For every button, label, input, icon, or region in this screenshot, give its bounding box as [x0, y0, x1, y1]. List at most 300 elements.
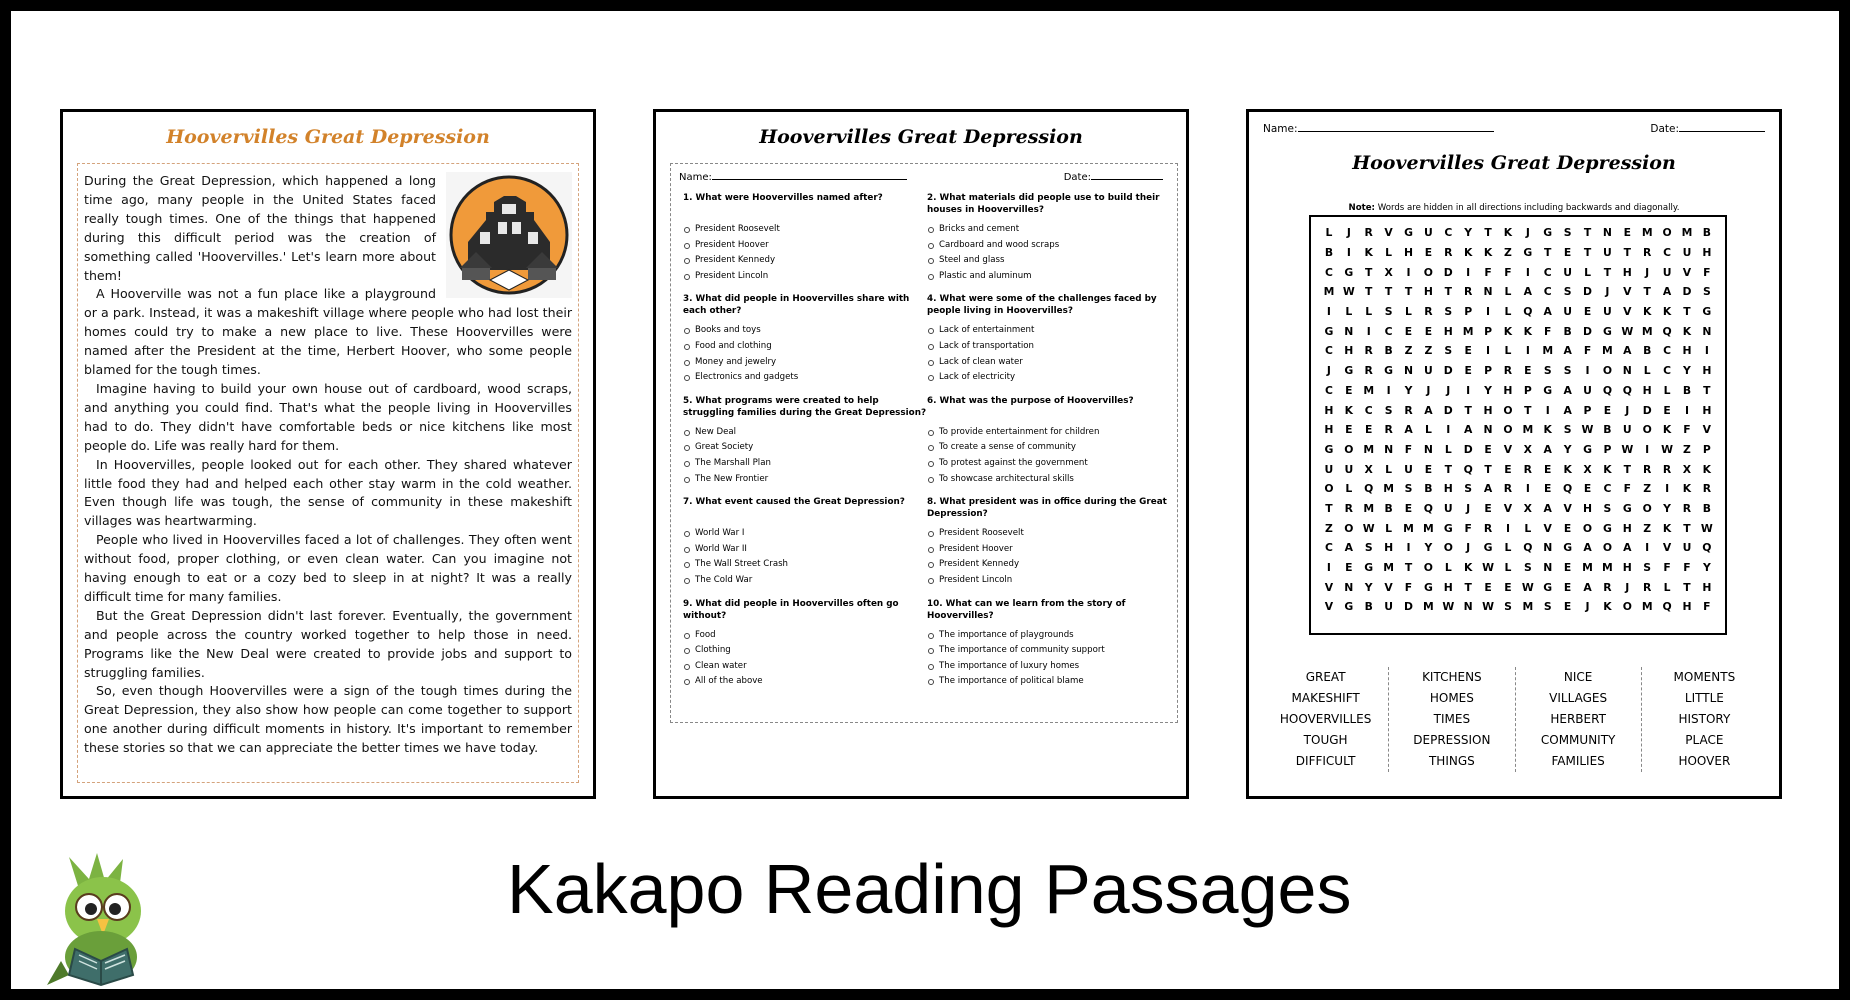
- grid-letter: T: [1384, 285, 1393, 299]
- date-label: Date:: [1650, 123, 1679, 135]
- passage-paragraph: In Hoovervilles, people looked out for each other. They shared whatever little food they had and helped each other stay warm in the cold weather. Even though life was tough, the sense of community in these makeshift villages was heartwarming.: [84, 456, 572, 529]
- grid-row: [1311, 262, 1725, 282]
- passage-paragraph: Imagine having to build your own house out of cardboard, wood scraps, and anything you could find. That's what the people living in Hoovervilles had to do. They didn't have comfortable beds or nice kitchens like most people do. Life was really hard for them.: [84, 380, 572, 453]
- grid-letter: T: [1404, 285, 1413, 299]
- grid-letter: O: [1503, 403, 1513, 417]
- grid-letter: V: [1623, 305, 1632, 319]
- grid-letter: N: [1622, 364, 1632, 378]
- grid-letter: T: [1365, 265, 1373, 279]
- grid-row: [1311, 577, 1725, 597]
- grid-letter: D: [1642, 403, 1652, 417]
- grid-letter: G: [1583, 442, 1592, 456]
- questions-page: [653, 109, 1189, 799]
- grid-letter: M: [1423, 521, 1434, 535]
- grid-letter: R: [1643, 462, 1652, 476]
- word-list-item: TIMES: [1433, 712, 1471, 726]
- grid-letter: Q: [1423, 501, 1433, 515]
- grid-letter: D: [1682, 285, 1692, 299]
- grid-letter: F: [1504, 265, 1512, 279]
- grid-letter: V: [1324, 600, 1334, 614]
- answer-options: [683, 222, 927, 284]
- grid-letter: J: [1625, 580, 1630, 594]
- answer-option[interactable]: Bricks and cement: [927, 222, 1171, 238]
- grid-letter: A: [1543, 305, 1552, 319]
- grid-letter: I: [1486, 344, 1491, 358]
- grid-letter: R: [1643, 246, 1652, 260]
- grid-letter: I: [1645, 442, 1650, 456]
- word-list-column: [1516, 667, 1642, 772]
- answer-option[interactable]: President Roosevelt: [927, 526, 1171, 542]
- grid-letter: R: [1344, 501, 1353, 515]
- answer-option[interactable]: Books and toys: [683, 323, 927, 339]
- grid-letter: G: [1602, 324, 1612, 338]
- grid-letter: H: [1582, 501, 1593, 515]
- grid-letter: O: [1503, 423, 1513, 437]
- grid-letter: H: [1702, 403, 1712, 417]
- answer-option[interactable]: Steel and glass: [927, 253, 1171, 269]
- grid-letter: K: [1503, 324, 1513, 338]
- grid-letter: E: [1345, 423, 1353, 437]
- grid-letter: W: [1442, 600, 1455, 614]
- grid-letter: T: [1703, 383, 1711, 397]
- grid-letter: V: [1662, 541, 1672, 555]
- grid-letter: S: [1563, 226, 1572, 240]
- grid-row: [1311, 282, 1725, 302]
- grid-letter: M: [1582, 561, 1593, 575]
- grid-letter: I: [1505, 521, 1510, 535]
- grid-letter: P: [1523, 383, 1532, 397]
- answer-option[interactable]: New Deal: [683, 425, 927, 441]
- grid-letter: R: [1603, 580, 1612, 594]
- questions-left-column: [683, 192, 927, 699]
- grid-letter: E: [1484, 501, 1492, 515]
- grid-letter: E: [1404, 501, 1413, 515]
- grid-letter: Q: [1364, 482, 1374, 496]
- answer-option[interactable]: To protest against the government: [927, 456, 1171, 472]
- grid-letter: U: [1682, 246, 1692, 260]
- grid-letter: L: [1444, 442, 1452, 456]
- word-list: [1263, 667, 1767, 772]
- grid-letter: A: [1404, 423, 1413, 437]
- grid-letter: T: [1365, 285, 1373, 299]
- grid-letter: V: [1702, 423, 1712, 437]
- grid-letter: T: [1544, 246, 1552, 260]
- passage-paragraph: A Hooverville was not a fun place like a playground or a park. Instead, it was a makeshift village where people who had lost their homes could try to make a new place to live. These Hoovervilles were named after the President at the time, Herbert Hoover, who some people blamed for the tough times.: [84, 286, 572, 378]
- grid-letter: R: [1483, 521, 1493, 535]
- grid-letter: N: [1344, 580, 1354, 594]
- grid-letter: K: [1603, 462, 1612, 476]
- grid-letter: N: [1702, 324, 1712, 338]
- answer-options: [683, 425, 927, 487]
- grid-row: [1311, 400, 1725, 420]
- grid-letter: A: [1623, 541, 1632, 555]
- answer-option[interactable]: Clean water: [683, 659, 927, 675]
- date-label: Date:: [1063, 172, 1091, 183]
- grid-letter: G: [1364, 561, 1374, 575]
- grid-letter: D: [1583, 324, 1592, 338]
- answer-option[interactable]: Plastic and aluminum: [927, 269, 1171, 285]
- grid-letter: R: [1643, 580, 1652, 594]
- grid-letter: U: [1563, 305, 1573, 319]
- grid-letter: S: [1523, 561, 1532, 575]
- grid-letter: L: [1385, 246, 1393, 260]
- grid-row: [1311, 558, 1725, 578]
- grid-letter: M: [1462, 324, 1474, 338]
- grid-letter: E: [1663, 403, 1671, 417]
- grid-letter: T: [1325, 501, 1333, 515]
- grid-letter: Q: [1463, 462, 1473, 476]
- passage-text: [84, 172, 572, 758]
- grid-letter: R: [1404, 403, 1413, 417]
- answer-option[interactable]: President Roosevelt: [683, 222, 927, 238]
- grid-letter: L: [1504, 561, 1512, 575]
- grid-letter: I: [1486, 305, 1491, 319]
- grid-letter: K: [1344, 403, 1354, 417]
- grid-letter: R: [1424, 305, 1433, 319]
- grid-letter: J: [1525, 226, 1530, 240]
- grid-letter: T: [1444, 462, 1452, 476]
- answer-option[interactable]: Lack of transportation: [927, 339, 1171, 355]
- grid-letter: U: [1344, 462, 1354, 476]
- grid-letter: B: [1364, 600, 1373, 614]
- grid-letter: W: [1621, 324, 1634, 338]
- grid-letter: U: [1583, 383, 1592, 397]
- grid-letter: M: [1363, 442, 1375, 456]
- name-line: [1298, 122, 1494, 132]
- grid-letter: Z: [1424, 344, 1433, 358]
- grid-letter: T: [1484, 226, 1492, 240]
- grid-letter: X: [1523, 442, 1532, 456]
- grid-letter: D: [1404, 600, 1413, 614]
- answer-option[interactable]: To showcase architectural skills: [927, 472, 1171, 488]
- grid-letter: C: [1324, 265, 1333, 279]
- grid-letter: D: [1443, 265, 1453, 279]
- answer-option[interactable]: Money and jewelry: [683, 355, 927, 371]
- answer-option[interactable]: President Hoover: [927, 542, 1171, 558]
- grid-letter: H: [1483, 403, 1493, 417]
- grid-letter: I: [1645, 541, 1650, 555]
- question-text: 1. What were Hoovervilles named after?: [683, 193, 883, 203]
- grid-letter: W: [1342, 285, 1355, 299]
- grid-letter: A: [1483, 482, 1493, 496]
- grid-letter: T: [1643, 285, 1651, 299]
- grid-letter: X: [1364, 462, 1373, 476]
- grid-letter: J: [1466, 501, 1471, 515]
- grid-letter: L: [1424, 423, 1432, 437]
- grid-letter: K: [1463, 561, 1473, 575]
- grid-letter: J: [1446, 383, 1451, 397]
- grid-letter: W: [1521, 580, 1534, 594]
- grid-letter: O: [1324, 482, 1334, 496]
- grid-letter: Y: [1364, 580, 1373, 594]
- note-text: Words are hidden in all directions including backwards and diagonally.: [1374, 203, 1680, 213]
- grid-letter: M: [1383, 482, 1394, 496]
- grid-letter: P: [1484, 324, 1493, 338]
- grid-letter: N: [1543, 541, 1553, 555]
- grid-letter: N: [1423, 442, 1433, 456]
- answer-option[interactable]: The Marshall Plan: [683, 456, 927, 472]
- grid-letter: G: [1483, 541, 1493, 555]
- grid-letter: Q: [1622, 383, 1632, 397]
- grid-letter: F: [1404, 442, 1413, 456]
- grid-letter: L: [1524, 521, 1532, 535]
- grid-letter: Q: [1563, 482, 1573, 496]
- grid-letter: U: [1384, 600, 1393, 614]
- grid-letter: L: [1504, 285, 1512, 299]
- answer-option[interactable]: Lack of entertainment: [927, 323, 1171, 339]
- answer-option[interactable]: The importance of political blame: [927, 674, 1171, 690]
- reading-passage-page: [60, 109, 596, 799]
- name-label: Name:: [1263, 123, 1298, 135]
- answer-option[interactable]: The New Frontier: [683, 472, 927, 488]
- grid-letter: A: [1344, 541, 1353, 555]
- answer-option[interactable]: World War II: [683, 542, 927, 558]
- grid-letter: A: [1563, 344, 1572, 358]
- grid-letter: W: [1581, 423, 1594, 437]
- grid-letter: A: [1583, 580, 1592, 594]
- grid-letter: R: [1682, 501, 1692, 515]
- grid-row: [1311, 597, 1725, 617]
- grid-letter: L: [1663, 580, 1671, 594]
- grid-letter: A: [1463, 423, 1473, 437]
- grid-row: [1311, 440, 1725, 460]
- grid-letter: G: [1423, 580, 1433, 594]
- grid-letter: R: [1444, 246, 1453, 260]
- grid-letter: H: [1682, 600, 1692, 614]
- answer-option[interactable]: President Lincoln: [683, 269, 927, 285]
- answer-option[interactable]: Cardboard and wood scraps: [927, 238, 1171, 254]
- answer-option[interactable]: Clothing: [683, 643, 927, 659]
- name-field: [679, 170, 907, 183]
- word-list-item: TOUGH: [1303, 733, 1348, 747]
- grid-letter: H: [1702, 364, 1712, 378]
- answer-options: [927, 222, 1171, 284]
- grid-letter: R: [1364, 226, 1373, 240]
- grid-letter: H: [1443, 580, 1453, 594]
- word-list-item: COMMUNITY: [1540, 733, 1616, 747]
- grid-letter: K: [1523, 324, 1533, 338]
- grid-letter: X: [1583, 462, 1592, 476]
- grid-letter: L: [1345, 305, 1353, 319]
- grid-letter: S: [1543, 600, 1552, 614]
- grid-letter: E: [1365, 423, 1373, 437]
- grid-letter: E: [1484, 580, 1492, 594]
- grid-letter: U: [1622, 423, 1632, 437]
- grid-letter: K: [1662, 305, 1672, 319]
- grid-letter: U: [1424, 364, 1433, 378]
- grid-letter: L: [1663, 383, 1671, 397]
- grid-letter: E: [1563, 561, 1572, 575]
- grid-row: [1311, 341, 1725, 361]
- grid-letter: V: [1503, 442, 1513, 456]
- grid-letter: K: [1662, 521, 1672, 535]
- grid-letter: E: [1504, 462, 1512, 476]
- grid-letter: Q: [1523, 541, 1533, 555]
- grid-letter: C: [1324, 383, 1333, 397]
- answer-option[interactable]: Lack of clean water: [927, 355, 1171, 371]
- grid-letter: G: [1523, 246, 1533, 260]
- answer-option[interactable]: Lack of electricity: [927, 370, 1171, 386]
- grid-letter: C: [1324, 541, 1333, 555]
- answer-option[interactable]: Food and clothing: [683, 339, 927, 355]
- grid-letter: E: [1484, 442, 1492, 456]
- grid-letter: N: [1344, 324, 1354, 338]
- grid-letter: J: [1346, 226, 1351, 240]
- answer-option[interactable]: President Kennedy: [927, 557, 1171, 573]
- grid-letter: T: [1444, 285, 1452, 299]
- answer-option[interactable]: President Kennedy: [683, 253, 927, 269]
- answer-options: [927, 323, 1171, 385]
- grid-letter: V: [1682, 265, 1692, 279]
- grid-letter: G: [1344, 600, 1354, 614]
- grid-letter: E: [1424, 324, 1433, 338]
- grid-letter: I: [1406, 541, 1411, 555]
- grid-letter: L: [1504, 305, 1512, 319]
- answer-option[interactable]: World War I: [683, 526, 927, 542]
- grid-letter: B: [1702, 501, 1711, 515]
- grid-letter: F: [1464, 521, 1472, 535]
- grid-letter: S: [1643, 561, 1652, 575]
- grid-letter: L: [1643, 364, 1651, 378]
- passage-title: Hoovervilles Great Depression: [166, 126, 490, 148]
- answer-option[interactable]: The importance of luxury homes: [927, 659, 1171, 675]
- grid-letter: C: [1444, 226, 1453, 240]
- grid-letter: O: [1622, 600, 1632, 614]
- grid-letter: C: [1543, 285, 1552, 299]
- word-list-item: HERBERT: [1550, 712, 1606, 726]
- question-text: 4. What were some of the challenges faced by people living in Hoovervilles?: [927, 294, 1157, 317]
- grid-letter: D: [1443, 403, 1453, 417]
- grid-letter: E: [1563, 246, 1572, 260]
- grid-letter: N: [1602, 226, 1612, 240]
- answer-option[interactable]: Great Society: [683, 440, 927, 456]
- grid-letter: Z: [1683, 442, 1691, 456]
- grid-letter: U: [1404, 462, 1413, 476]
- answer-option[interactable]: To provide entertainment for children: [927, 425, 1171, 441]
- grid-row: [1311, 302, 1725, 322]
- grid-letter: B: [1424, 482, 1433, 496]
- grid-letter: U: [1603, 246, 1612, 260]
- grid-letter: T: [1464, 580, 1472, 594]
- grid-letter: O: [1642, 423, 1652, 437]
- word-list-column: [1642, 667, 1767, 772]
- grid-letter: H: [1622, 265, 1632, 279]
- grid-letter: I: [1525, 482, 1530, 496]
- grid-letter: H: [1423, 285, 1433, 299]
- grid-letter: M: [1363, 383, 1375, 397]
- grid-letter: Y: [1484, 383, 1492, 397]
- grid-letter: L: [1345, 482, 1353, 496]
- grid-letter: E: [1563, 600, 1572, 614]
- grid-letter: W: [1621, 442, 1634, 456]
- answer-option[interactable]: President Lincoln: [927, 573, 1171, 589]
- grid-letter: H: [1443, 482, 1453, 496]
- answer-options: [683, 526, 927, 588]
- grid-letter: V: [1503, 501, 1513, 515]
- grid-letter: Z: [1504, 246, 1512, 260]
- word-list-item: GREAT: [1305, 670, 1346, 684]
- answer-option[interactable]: President Hoover: [683, 238, 927, 254]
- grid-row: [1311, 361, 1725, 381]
- grid-letter: M: [1641, 324, 1653, 338]
- grid-letter: E: [1345, 561, 1353, 575]
- word-search-title: Hoovervilles Great Depression: [1352, 152, 1676, 174]
- grid-letter: O: [1582, 521, 1593, 535]
- word-list-column: [1389, 667, 1515, 772]
- grid-letter: L: [1365, 305, 1373, 319]
- grid-letter: L: [1385, 521, 1393, 535]
- grid-letter: Q: [1602, 383, 1612, 397]
- date-line: [1091, 170, 1163, 180]
- grid-letter: H: [1324, 423, 1334, 437]
- grid-letter: M: [1641, 226, 1653, 240]
- grid-letter: O: [1602, 364, 1612, 378]
- grid-letter: N: [1483, 423, 1493, 437]
- grid-letter: Y: [1563, 442, 1572, 456]
- grid-letter: T: [1683, 580, 1691, 594]
- grid-letter: R: [1662, 462, 1672, 476]
- grid-letter: H: [1344, 344, 1354, 358]
- grid-letter: M: [1602, 344, 1613, 358]
- grid-letter: T: [1464, 403, 1472, 417]
- grid-letter: H: [1622, 561, 1632, 575]
- grid-letter: E: [1424, 462, 1433, 476]
- grid-letter: Y: [1663, 501, 1671, 515]
- grid-letter: C: [1543, 265, 1552, 279]
- grid-letter: T: [1484, 462, 1492, 476]
- answer-option[interactable]: The Wall Street Crash: [683, 557, 927, 573]
- grid-letter: E: [1583, 482, 1592, 496]
- grid-letter: L: [1325, 226, 1333, 240]
- grid-letter: R: [1702, 482, 1712, 496]
- answer-option[interactable]: All of the above: [683, 674, 927, 690]
- questions-box: [670, 163, 1178, 723]
- grid-letter: F: [1484, 265, 1492, 279]
- grid-letter: E: [1424, 246, 1433, 260]
- answer-option[interactable]: The importance of playgrounds: [927, 628, 1171, 644]
- grid-letter: V: [1384, 580, 1393, 594]
- answer-option[interactable]: To create a sense of community: [927, 440, 1171, 456]
- grid-letter: H: [1702, 246, 1712, 260]
- grid-letter: S: [1364, 541, 1373, 555]
- word-list-item: PLACE: [1685, 733, 1724, 747]
- answer-option[interactable]: The Cold War: [683, 573, 927, 589]
- grid-letter: G: [1344, 364, 1354, 378]
- grid-letter: J: [1645, 265, 1650, 279]
- grid-letter: Z: [1325, 521, 1333, 535]
- grid-letter: B: [1384, 501, 1393, 515]
- grid-letter: O: [1344, 521, 1354, 535]
- grid-letter: E: [1544, 482, 1552, 496]
- grid-letter: K: [1662, 423, 1672, 437]
- word-list-column: [1263, 667, 1389, 772]
- answer-option[interactable]: Food: [683, 628, 927, 644]
- answer-option[interactable]: Electronics and gadgets: [683, 370, 927, 386]
- grid-letter: J: [1466, 541, 1471, 555]
- grid-letter: Q: [1523, 305, 1533, 319]
- grid-letter: H: [1682, 344, 1692, 358]
- word-list-item: THINGS: [1428, 754, 1475, 768]
- answer-option[interactable]: The importance of community support: [927, 643, 1171, 659]
- grid-letter: F: [1703, 600, 1711, 614]
- grid-letter: O: [1662, 226, 1672, 240]
- grid-letter: K: [1543, 423, 1552, 437]
- grid-letter: K: [1603, 600, 1612, 614]
- word-search-page: [1246, 109, 1782, 799]
- grid-letter: G: [1324, 442, 1334, 456]
- grid-letter: E: [1345, 383, 1353, 397]
- grid-letter: V: [1623, 285, 1632, 299]
